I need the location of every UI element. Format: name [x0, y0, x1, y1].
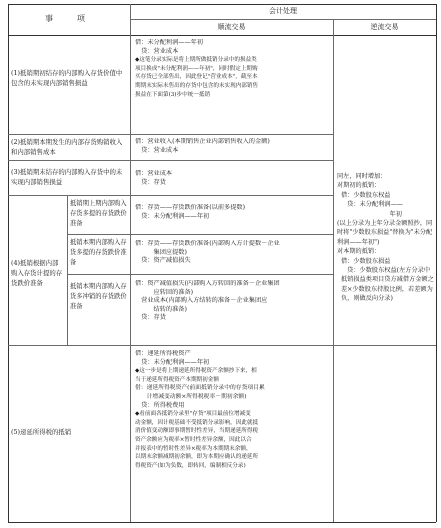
row-sep-3 [8, 195, 333, 196]
reverse-line: 同左，同时增加： [337, 173, 387, 180]
row5-line: 以期末余额减期初余额，即为本期应确认的递延所 [135, 454, 259, 461]
reverse-line: (以上分录为上年分录金额照抄，同时将"少数股东损益"替换为"未分配利润——年初") [337, 220, 433, 246]
row3-line: 贷：存货 [135, 178, 166, 186]
header-downstream: 顺流交易 [217, 23, 246, 31]
row1-line: 项目换成"未分配利润——年初"，同时假定上期购 [135, 65, 258, 72]
header-bottom-line [8, 35, 436, 36]
row4-sub3-label: 抵销本期内部购入存货多冲销的存货跌价准备 [70, 283, 127, 310]
row4-sub3-line: 营业成本(内部购入方结转的准备－企业集团应 [135, 297, 268, 305]
row5-line: 借：递延所得税资产 [135, 350, 191, 357]
row5-line: 贷：未分配利润——年初 [135, 358, 210, 366]
header-reverse: 逆流交易 [370, 23, 399, 31]
row5-line: 并报表中的暂时性差异×税率为本期期末余额， [135, 445, 252, 452]
row4-sub-sep-1 [67, 234, 333, 235]
row5-entries [135, 350, 332, 470]
row4-sub2-line: 贷：资产减值损失 [135, 257, 191, 265]
row5-line: 当于递延所得税资产本期期初金额 [135, 376, 219, 383]
row-sep-1 [8, 134, 333, 135]
row1-line: 买存货已全部售出，因此登记"营业成本"，截至本 [135, 74, 258, 81]
row4-sub3-entries [135, 280, 331, 323]
row4-sub3-line: 应转回的准备) [135, 288, 194, 296]
row5-line: ◆这一步是将上期递延所得税资产余额抄下来，相 [135, 368, 257, 375]
header-accounting: 会计处理 [269, 7, 297, 15]
row1-line: 借：未分配利润——年初 [135, 39, 204, 46]
header-item: 事 项 [45, 14, 93, 23]
reverse-line: 对期初的抵销： [337, 182, 381, 190]
reverse-line: 借：少数股东权益 [341, 191, 391, 199]
reverse-line: 借：少数股东损益 [341, 257, 391, 265]
reverse-line: 对本期的抵销： [337, 248, 381, 256]
reverse-line: 年初 [371, 210, 402, 218]
row4-sub1-line: 贷：未分配利润——年初 [135, 212, 210, 220]
row4-sub2-line: 集团应提数) [135, 248, 187, 256]
row4-sub1-label: 抵销期上期内部购入存货多提的存货跌价准备 [70, 200, 127, 227]
row5-line: 借：递延所得税资产(前面抵销分录中的存货项目累 [135, 385, 265, 392]
row1-line: ◆这笔分录实际是将上期所做抵销分录中的损益类 [135, 57, 257, 64]
row5-line: 得税资产(如为负数，即转回，编制相反分录) [135, 462, 246, 469]
row3-label: (3)抵销期末结存的内部购入存货中的未实现内部销售损益 [11, 168, 123, 186]
row5-line: 消价值变动额即事期暂时性差异，当期递延所得税 [135, 428, 259, 435]
row5-line: 资产余额应为税率×暂时性差异余额，因此以合 [135, 436, 252, 443]
row3-entries [135, 170, 331, 187]
row4-sub3-line: 借：资产减值损失(内部购入方转回的准备－企业集团 [135, 280, 280, 287]
row4-sub2-entries [135, 240, 331, 266]
col-divider-reverse [333, 19, 334, 522]
row4-sub3-line: 贷：存货 [135, 314, 166, 322]
row5-line: ◆看前面各抵销分录里"存货"项目最前位增减变 [135, 411, 251, 418]
col-divider-item [130, 4, 131, 522]
reverse-entries [337, 172, 434, 304]
row4-sub2-label: 抵销本期内部购入存货多提的存货跌价准备 [70, 239, 127, 266]
row2-label: (2)抵销期本期发生的内部存货购销收入和内部销售成本 [11, 138, 123, 156]
row1-line: 损益在下面第(3)步中统一抵销 [135, 91, 211, 98]
row2-line: 贷：营业成本 [135, 146, 179, 154]
row1-line: 期期末实际未售出的存货中包含的未实现内部销售 [135, 82, 259, 89]
row4-sub1-line: 借：存货——存货跌价准备(以前多提数) [135, 204, 246, 211]
row5-label: (5)递延所得税的抵销 [11, 428, 72, 436]
row4-label: (4)抵销根据内部购入存货计提的存货跌价准备 [11, 259, 63, 287]
row5-line: 贷：所得税费用 [135, 401, 185, 409]
row4-sub3-line: 结转的准备) [135, 305, 187, 313]
row3-line: 借：营业成本 [135, 170, 173, 177]
row-sep-4 [8, 345, 436, 346]
table-bottom-border [8, 522, 436, 523]
reverse-line: 贷：少数股东权益(左方分录中抵销损益类项目贷方减借方金额之差×少数股东持股比例，若差额为负，则做反向分录) [341, 267, 434, 303]
row5-line: 动金额，因计税基础不受抵销分录影响，因此就抵 [135, 419, 259, 426]
row-sep-2 [8, 160, 333, 161]
row1-line: 贷：营业成本 [135, 47, 179, 55]
row2-line: 借：营业收入(本期销售企业内部销售收入的金额) [135, 138, 270, 145]
row1-label: (1)抵销期初结存的内部购入存货价值中包含的未实现内部销售损益 [11, 69, 123, 87]
table-right-border [436, 4, 437, 522]
row4-sub-sep-2 [67, 274, 333, 275]
row5-line: 计增减变动额×所得税税率－期初余额) [135, 393, 247, 400]
row2-entries [135, 138, 331, 155]
reverse-line: 贷：未分配利润—— [341, 201, 403, 209]
row4-sub2-line: 借：存货——存货跌价准备(内部购入方计提数－企业 [135, 240, 280, 247]
row1-entries [135, 39, 331, 99]
row4-sub1-entries [135, 204, 331, 221]
